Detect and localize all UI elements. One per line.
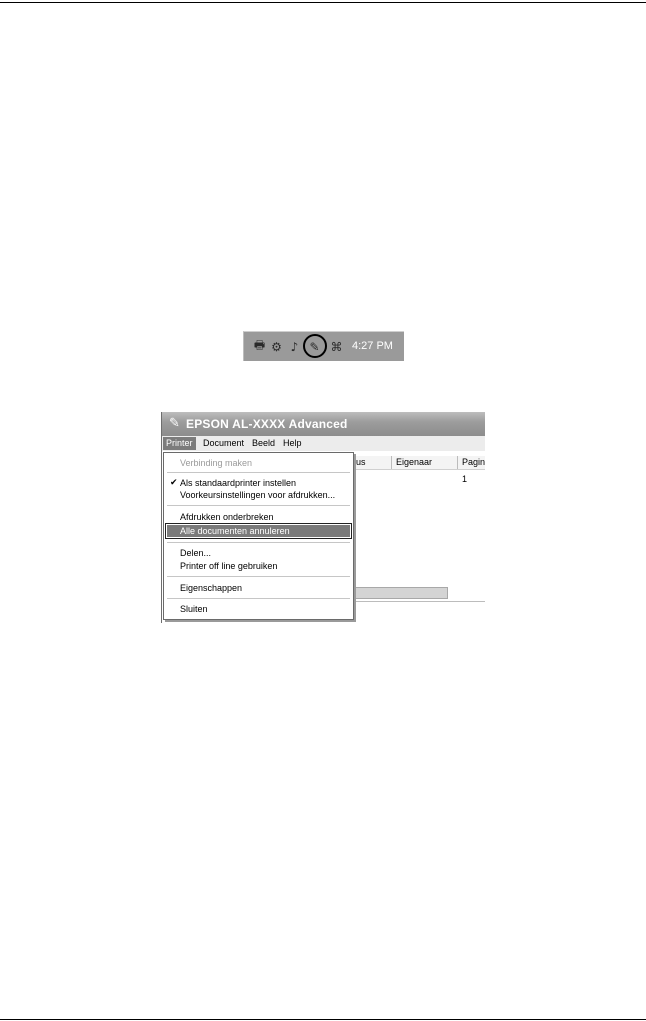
horizontal-scrollbar[interactable] — [352, 587, 448, 599]
menu-separator — [167, 542, 350, 543]
menu-item-sharing[interactable] — [167, 547, 350, 559]
checkmark-icon: ✔ — [170, 478, 178, 488]
menu-separator — [167, 505, 350, 506]
menu-item-close[interactable] — [167, 603, 350, 615]
epson-status-monitor-icon[interactable]: ✎ — [309, 339, 320, 354]
menu-item-connect — [167, 457, 350, 469]
status-bar-divider — [352, 601, 485, 602]
menu-separator — [167, 472, 350, 473]
highlight-circle — [303, 334, 327, 358]
menu-item-printing-preferences[interactable] — [167, 489, 350, 501]
column-status[interactable]: us — [352, 456, 392, 469]
menu-item-cancel-all-documents[interactable] — [167, 525, 350, 537]
tray-clock[interactable]: 4:27 PM — [352, 340, 393, 352]
menu-item-label: Sluiten — [180, 604, 208, 614]
column-owner[interactable]: Eigenaar — [392, 456, 458, 469]
menu-separator — [167, 598, 350, 599]
menu-item-label: Verbinding maken — [180, 458, 253, 468]
menu-item-label: Printer off line gebruiken — [180, 561, 278, 571]
job-pages: 1 — [462, 474, 468, 484]
volume-icon[interactable]: ♪ — [290, 339, 299, 354]
menu-item-pause-printing[interactable] — [167, 511, 350, 523]
menu-separator — [167, 576, 350, 577]
taskbar-tray — [243, 331, 404, 361]
menu-help[interactable]: Help — [283, 438, 302, 448]
window-title: EPSON AL-XXXX Advanced — [186, 417, 348, 431]
menu-item-properties[interactable] — [167, 582, 350, 594]
column-pages[interactable]: Pagin — [458, 456, 485, 469]
menu-beeld[interactable]: Beeld — [252, 438, 276, 448]
menu-item-label: Voorkeursinstellingen voor afdrukken... — [180, 490, 336, 500]
page-bottom-rule — [0, 1019, 646, 1020]
menu-bar — [162, 436, 485, 451]
menu-item-label: Alle documenten annuleren — [180, 526, 290, 536]
menu-item-label: Als standaardprinter instellen — [180, 478, 297, 488]
page-top-rule — [0, 2, 646, 3]
menu-item-label: Eigenschappen — [180, 583, 243, 593]
menu-item-use-offline[interactable] — [167, 560, 350, 572]
menu-item-set-default[interactable] — [167, 477, 350, 489]
menu-item-label: Afdrukken onderbreken — [180, 512, 274, 522]
title-bar[interactable] — [162, 412, 485, 436]
menu-item-label: Delen... — [180, 548, 212, 558]
network-icon[interactable]: ⚙ — [271, 339, 282, 354]
printer-icon[interactable]: 🖶 — [253, 338, 266, 352]
printer-icon: ✎ — [169, 416, 180, 431]
printer-menu-dropdown — [163, 452, 354, 620]
menu-printer[interactable]: Printer — [163, 437, 196, 450]
connection-icon[interactable]: ⌘ — [330, 339, 343, 354]
menu-document[interactable]: Document — [203, 438, 245, 448]
